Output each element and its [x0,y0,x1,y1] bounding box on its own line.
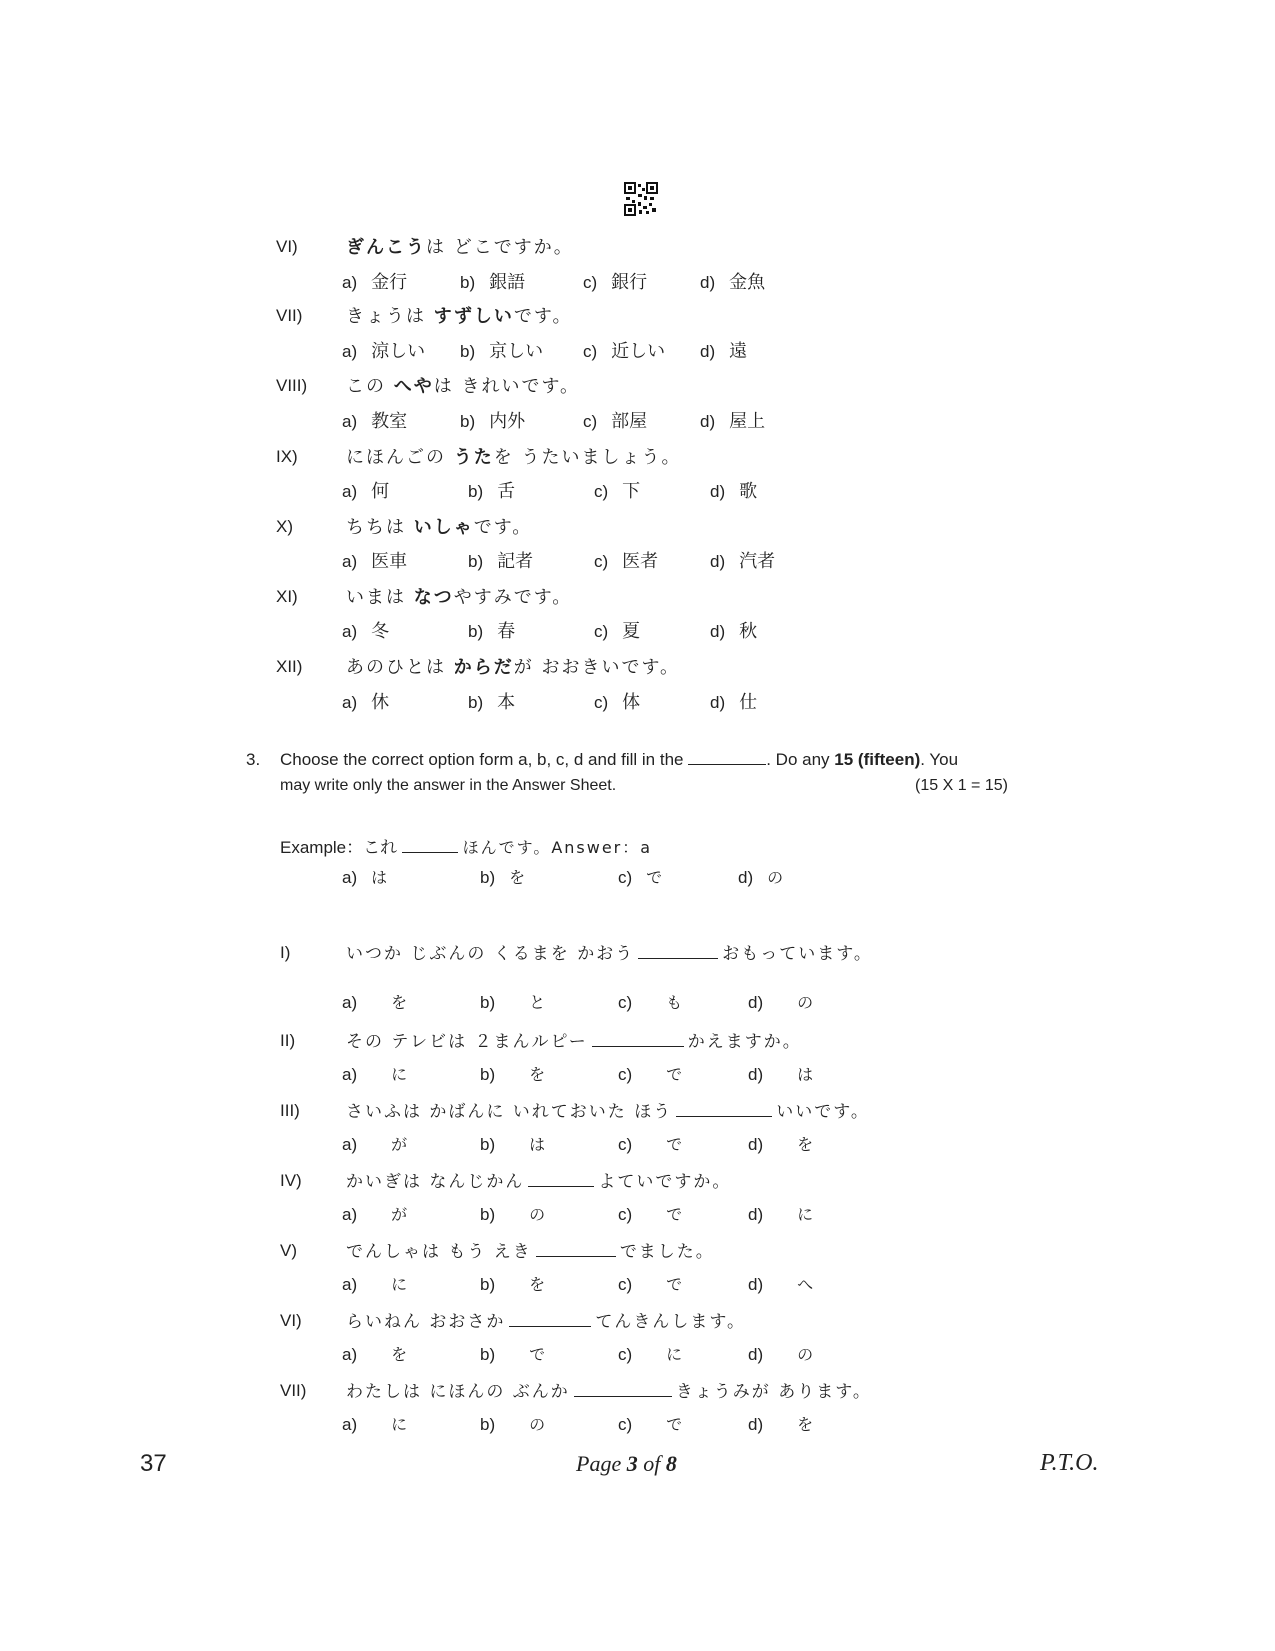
option-label: a) [342,1135,358,1154]
option-value: 医車 [371,551,408,572]
option-value: へ [797,1275,814,1294]
question-text [346,1237,715,1262]
option-label: b) [468,552,484,571]
option-value: を [391,1345,408,1364]
page-word: Page [576,1451,627,1476]
answer-option [700,407,765,433]
option-label: b) [480,1205,496,1224]
question-number: I) [280,943,291,962]
question-text [346,939,873,964]
option-value: で [666,1065,683,1084]
answer-option [342,1342,407,1365]
question-text-pre: いまは [346,587,414,608]
example-option [738,865,783,888]
question-number: XII) [276,657,303,676]
option-label: a) [342,1415,358,1434]
option-label: d) [710,622,726,641]
option-label: a) [342,1065,358,1084]
instruction-text-b: . Do any [766,750,835,769]
option-value: を [509,868,526,887]
option-value: に [797,1205,814,1224]
page-indicator [576,1451,677,1477]
answer-option [618,1272,682,1295]
option-label: a) [342,693,358,712]
option-label: c) [618,1345,633,1364]
option-label: d) [700,412,716,431]
option-label: b) [460,412,476,431]
answer-option [468,617,515,643]
question-3-number: 3. [246,750,261,769]
option-label: c) [583,273,598,292]
option-value: と [529,993,546,1012]
option-value: の [529,1205,546,1224]
question-target-word: ぎんこう [346,237,426,258]
option-value: 冬 [371,621,390,642]
answer-option [460,337,543,363]
answer-option [748,1272,813,1295]
answer-option [342,1062,407,1085]
question-3-instruction-line1 [280,750,958,770]
option-label: d) [748,1275,764,1294]
option-label: b) [460,273,476,292]
question-target-word: いしゃ [413,517,474,538]
page-of: of [637,1451,666,1476]
option-label: b) [468,622,484,641]
question-target-word: すずしい [433,306,514,327]
question-number: VII) [276,306,303,325]
option-label: b) [480,993,496,1012]
question-text-post: きょうみが あります。 [675,1382,872,1402]
question-text-post: は どこですか。 [426,237,574,258]
answer-option [618,1202,682,1225]
answer-option [460,407,525,433]
option-label: c) [618,1065,633,1084]
option-label: d) [710,552,726,571]
answer-option [460,268,525,294]
instruction-text-a: Choose the correct option form a, b, c, d and fill in the [280,750,684,769]
question-target-word: からだ [453,657,514,678]
answer-option [583,337,665,363]
answer-option [594,617,640,643]
answer-option [342,407,407,433]
option-label: a) [342,412,358,431]
question-text-pre: その テレビは ２まんルピー [346,1032,588,1052]
option-value: も [666,993,683,1012]
option-value: を [529,1065,546,1084]
question-text [346,233,574,259]
option-value: で [666,1275,683,1294]
option-label: d) [748,1065,764,1084]
question-text [346,1097,870,1122]
question-target-word: なつ [413,587,454,608]
option-value: 教室 [371,411,408,432]
option-label: d) [710,482,726,501]
option-value: 舌 [497,481,516,502]
question-number: IX) [276,447,298,466]
instruction-count: 15 (fifteen) [834,750,921,769]
example-option [480,865,525,888]
option-value: 涼しい [371,341,426,362]
answer-option [342,1412,407,1435]
answer-blank [592,1032,684,1047]
question-number: VII) [280,1381,307,1400]
answer-blank [528,1172,594,1187]
question-text-pre: ちちは [346,517,414,538]
option-label: c) [594,622,609,641]
option-label: a) [342,1345,358,1364]
option-value: 夏 [622,621,641,642]
option-label: b) [468,693,484,712]
option-value: 汽者 [739,551,776,572]
option-value: で [666,1415,683,1434]
option-value: 何 [371,481,390,502]
option-value: 春 [497,621,516,642]
answer-blank [574,1382,672,1397]
option-value: 銀行 [611,272,648,293]
option-value: を [391,993,408,1012]
answer-option [342,688,389,714]
page-number: 3 [626,1451,638,1476]
question-text [346,513,532,539]
answer-option [480,1202,545,1225]
question-text-pre: この [346,376,394,397]
option-value: 内外 [489,411,526,432]
question-number: VI) [280,1311,302,1330]
option-label: b) [460,342,476,361]
option-label: a) [342,868,358,887]
option-value: 遠 [729,341,748,362]
question-text-pre: さいふは かばんに いれておいた ほう [346,1102,673,1122]
option-value: 体 [622,692,641,713]
answer-blank [509,1312,591,1327]
option-value: 秋 [739,621,758,642]
question-text-post: やすみです。 [453,587,573,608]
option-label: d) [748,1415,764,1434]
qr-code-icon [624,182,658,216]
answer-option [618,990,682,1013]
option-value: に [391,1065,408,1084]
option-value: は [529,1135,546,1154]
answer-blank [536,1242,616,1257]
question-number: IV) [280,1171,302,1190]
answer-option [710,617,757,643]
answer-option [342,617,389,643]
question-text-post: てんきんします。 [595,1312,747,1332]
option-label: d) [700,342,716,361]
option-value: は [371,868,388,887]
option-value: で [529,1345,546,1364]
answer-option [342,990,407,1013]
option-value: を [797,1135,814,1154]
question-target-word: うた [453,447,494,468]
option-label: c) [618,993,633,1012]
option-label: a) [342,273,358,292]
option-label: b) [480,1135,496,1154]
question-text-post: は きれいです。 [433,376,581,397]
answer-option [748,1202,813,1225]
option-label: c) [583,412,598,431]
answer-option [583,407,647,433]
option-value: の [797,993,814,1012]
answer-option [342,477,389,503]
question-text-post: です。 [473,517,533,538]
option-label: d) [748,1205,764,1224]
question-text-pre: わたしは にほんの ぶんか [346,1382,570,1402]
question-text [346,653,680,679]
question-text [346,302,572,328]
option-value: 医者 [622,551,659,572]
option-value: の [797,1345,814,1364]
option-value: 歌 [739,481,758,502]
question-text [346,1307,746,1332]
option-label: d) [748,993,764,1012]
option-value: 本 [497,692,516,713]
option-label: a) [342,552,358,571]
answer-option [710,477,757,503]
question-text [346,1377,872,1402]
answer-option [748,1342,813,1365]
question-number: X) [276,517,293,536]
answer-option [748,1062,813,1085]
answer-option [342,1132,407,1155]
answer-option [480,1132,545,1155]
answer-option [342,1272,407,1295]
option-value: に [666,1345,683,1364]
option-value: で [666,1135,683,1154]
answer-option [748,1412,813,1435]
answer-option [342,268,407,294]
question-number: XI) [276,587,298,606]
option-value: 仕 [739,692,758,713]
answer-option [710,688,757,714]
answer-option [480,990,545,1013]
example-label: Example：これ [280,838,398,857]
option-label: c) [583,342,598,361]
question-text-post: かえますか。 [687,1032,802,1052]
question-text-pre: にほんごの [346,447,454,468]
question-text-pre: いつか じぶんの くるまを かおう [346,944,635,964]
example-blank [402,838,458,853]
option-value: の [529,1415,546,1434]
option-label: c) [618,868,633,887]
option-value: は [797,1065,814,1084]
answer-option [748,990,813,1013]
option-label: a) [342,1275,358,1294]
question-target-word: へや [393,376,434,397]
option-label: d) [748,1345,764,1364]
question-3-instruction-line2: may write only the answer in the Answer Sheet. [280,777,617,794]
option-label: a) [342,1205,358,1224]
answer-option [594,547,658,573]
answer-option [700,337,747,363]
option-value: 京しい [489,341,544,362]
question-text-pre: きょうは [346,306,434,327]
answer-option [700,268,765,294]
option-label: d) [700,273,716,292]
question-text-post: です。 [513,306,573,327]
example-line [280,833,652,858]
option-value: 休 [371,692,390,713]
option-label: d) [710,693,726,712]
question-number: VIII) [276,376,308,395]
option-value: が [391,1205,408,1224]
question-text-pre: らいねん おおさか [346,1312,506,1332]
page-total: 8 [665,1451,677,1476]
option-value: に [391,1415,408,1434]
option-value: 屋上 [729,411,766,432]
question-text-pre: かいぎは なんじかん [346,1172,525,1192]
answer-option [710,547,775,573]
option-label: a) [342,993,358,1012]
answer-option [480,1062,545,1085]
question-text [346,443,681,469]
option-value: に [391,1275,408,1294]
question-3-marks: (15 X 1 = 15) [915,777,1008,794]
question-text [346,372,580,398]
answer-option [618,1132,682,1155]
answer-option [468,688,515,714]
option-value: で [666,1205,683,1224]
question-number: III) [280,1101,300,1120]
option-value: 下 [622,481,641,502]
option-label: b) [468,482,484,501]
option-value: を [797,1415,814,1434]
question-text-post: おもっています。 [722,944,873,964]
option-value: 金魚 [729,272,766,293]
option-label: c) [594,552,609,571]
question-text [346,1167,731,1192]
question-text-pre: でんしゃは もう えき [346,1242,532,1262]
answer-option [468,477,515,503]
example-text: ほんです。Answer：a [462,838,653,857]
answer-option [583,268,647,294]
option-label: b) [480,868,496,887]
option-label: c) [594,482,609,501]
option-label: b) [480,1065,496,1084]
instruction-text-c: . You [920,750,959,769]
answer-option [342,547,407,573]
option-value: で [646,868,663,887]
answer-option [748,1132,813,1155]
question-text-post: いいです。 [776,1102,870,1122]
answer-option [480,1272,545,1295]
option-label: d) [738,868,754,887]
option-label: b) [480,1345,496,1364]
answer-blank [676,1102,772,1117]
answer-option [618,1062,682,1085]
question-text [346,583,572,609]
answer-option [594,477,640,503]
option-label: b) [480,1415,496,1434]
answer-option [480,1342,545,1365]
question-number: V) [280,1241,297,1260]
answer-option [618,1342,682,1365]
question-text [346,1027,802,1052]
option-label: c) [618,1205,633,1224]
example-option [618,865,662,888]
answer-option [594,688,640,714]
option-label: c) [618,1415,633,1434]
option-label: a) [342,342,358,361]
paper-code: 37 [140,1450,167,1477]
option-value: 近しい [611,341,666,362]
option-label: c) [618,1135,633,1154]
option-value: の [767,868,784,887]
option-label: b) [480,1275,496,1294]
option-value: が [391,1135,408,1154]
option-label: a) [342,622,358,641]
option-label: d) [748,1135,764,1154]
answer-option [468,547,533,573]
answer-option [342,1202,407,1225]
instruction-blank [688,750,766,765]
question-text-post: でました。 [619,1242,715,1262]
question-number: VI) [276,237,298,256]
option-label: a) [342,482,358,501]
option-value: 記者 [497,551,534,572]
answer-option [342,337,425,363]
answer-option [480,1412,545,1435]
question-text-pre: あのひとは [346,657,454,678]
option-value: 金行 [371,272,408,293]
question-text-post: よていですか。 [598,1172,732,1192]
option-label: c) [618,1275,633,1294]
question-text-post: が おおきいです。 [513,657,681,678]
answer-blank [638,944,718,959]
option-label: c) [594,693,609,712]
example-option [342,865,387,888]
option-value: を [529,1275,546,1294]
option-value: 銀語 [489,272,526,293]
question-text-post: を うたいましょう。 [493,447,682,468]
question-number: II) [280,1031,296,1050]
answer-option [618,1412,682,1435]
pto-note: P.T.O. [1040,1450,1099,1476]
option-value: 部屋 [611,411,648,432]
